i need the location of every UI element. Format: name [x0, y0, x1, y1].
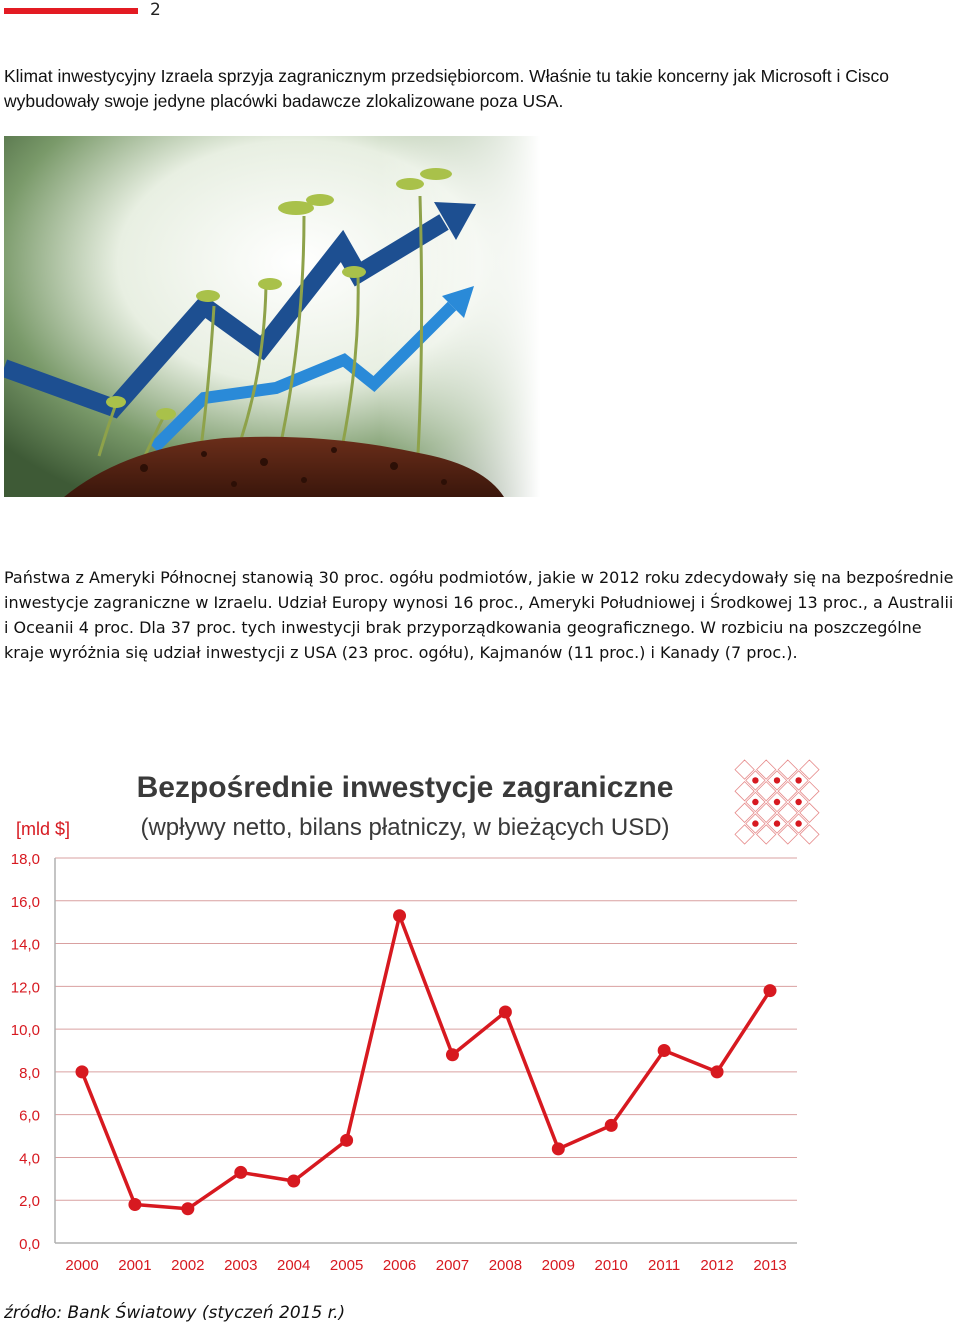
data-point	[340, 1134, 353, 1147]
data-point	[287, 1174, 300, 1187]
y-axis-unit-label: [mld $]	[16, 819, 71, 839]
logo-diamond	[778, 760, 797, 779]
data-point	[76, 1065, 89, 1078]
logo-diamond	[778, 803, 797, 822]
data-point	[181, 1202, 194, 1215]
x-tick-label: 2012	[700, 1257, 734, 1274]
logo-dot	[774, 799, 780, 805]
data-point	[446, 1048, 459, 1061]
logo-diamond	[735, 825, 754, 844]
y-tick-label: 16,0	[10, 893, 40, 911]
y-tick-labels	[11, 851, 40, 1253]
data-point	[499, 1006, 512, 1019]
x-tick-label: 2000	[65, 1257, 99, 1274]
data-point	[128, 1198, 141, 1211]
x-tick-label: 2009	[541, 1257, 575, 1274]
y-tick-label: 0,0	[19, 1236, 40, 1253]
grid-lines	[55, 858, 797, 1200]
data-point	[552, 1142, 565, 1155]
x-tick-label: 2010	[594, 1257, 628, 1274]
x-tick-label: 2003	[224, 1257, 258, 1274]
y-tick-label: 4,0	[19, 1150, 40, 1168]
logo-diamond	[800, 803, 819, 822]
data-point	[658, 1044, 671, 1057]
chart-title: Bezpośrednie inwestycje zagraniczne	[136, 771, 674, 804]
x-tick-label: 2011	[648, 1257, 681, 1274]
y-tick-label: 12,0	[10, 979, 40, 997]
logo-dot	[752, 777, 758, 783]
logo-diamond	[800, 825, 819, 844]
logo-diamond	[735, 803, 754, 822]
fdi-line-chart	[0, 750, 820, 1290]
logo-dot	[774, 777, 780, 783]
logo-diamond	[735, 782, 754, 801]
series-line	[82, 916, 770, 1209]
y-tick-label: 14,0	[10, 936, 40, 954]
x-tick-label: 2002	[171, 1257, 205, 1274]
logo-diamond	[778, 825, 797, 844]
logo-diamond	[778, 782, 797, 801]
x-tick-labels	[65, 1257, 786, 1274]
intro-paragraph: Klimat inwestycyjny Izraela sprzyja zagranicznym przedsiębiorcom. Właśnie tu takie koncerny jak Microsoft i Cisco wybudowały swoje jedyne placówki badawcze zlokalizowane poza USA.	[4, 66, 890, 111]
growth-seedlings-arrows-image	[4, 136, 540, 497]
diamond-dots-logo-icon	[735, 760, 819, 844]
chart-axes	[55, 858, 797, 1243]
data-point	[234, 1166, 247, 1179]
logo-diamond	[757, 803, 776, 822]
x-tick-label: 2006	[382, 1257, 417, 1274]
logo-diamond	[735, 760, 754, 779]
data-point	[764, 984, 777, 997]
logo-dot	[795, 799, 801, 805]
y-tick-label: 18,0	[10, 851, 40, 868]
y-tick-label: 8,0	[19, 1064, 40, 1082]
series-points	[76, 909, 777, 1215]
logo-dot	[774, 820, 780, 826]
logo-dot	[795, 820, 801, 826]
logo-diamond	[800, 760, 819, 779]
chart-subtitle: (wpływy netto, bilans płatniczy, w bieżących USD)	[140, 814, 670, 841]
body-paragraph: Państwa z Ameryki Północnej stanowią 30 proc. ogółu podmiotów, jakie w 2012 roku zdecydowały się na bezpośrednie inwestycje zagraniczne w Izraelu. Udział Europy wynosi 16 proc., Ameryki Południowej i Środkowej 13 proc., a Australii i Oceanii 4 proc. Dla 37 proc. tych inwestycji brak przyporządkowania geograficznego. W rozbiciu na poszczególne kraje wyróżnia się udział inwestycji z USA (23 proc. ogółu), Kajmanów (11 proc.) i Kanady (7 proc.).	[4, 568, 954, 662]
logo-dot	[795, 777, 801, 783]
logo-dot	[752, 799, 758, 805]
y-tick-label: 10,0	[10, 1022, 40, 1040]
data-point	[393, 909, 406, 922]
logo-diamond	[757, 825, 776, 844]
y-tick-label: 6,0	[19, 1107, 40, 1125]
logo-dot	[752, 820, 758, 826]
page-accent-bar	[4, 8, 138, 14]
y-tick-label: 2,0	[19, 1193, 40, 1211]
x-tick-label: 2013	[753, 1257, 787, 1274]
source-note: źródło: Bank Światowy (styczeń 2015 r.)	[4, 1303, 346, 1323]
logo-diamond	[757, 760, 776, 779]
x-tick-label: 2001	[118, 1257, 152, 1274]
logo-diamond	[757, 782, 776, 801]
data-point	[711, 1065, 724, 1078]
logo-diamond	[800, 782, 819, 801]
x-tick-label: 2004	[277, 1257, 311, 1274]
x-tick-label: 2007	[435, 1257, 470, 1274]
x-tick-label: 2005	[329, 1257, 364, 1274]
page-number: 2	[150, 0, 161, 20]
x-tick-label: 2008	[488, 1257, 523, 1274]
data-point	[605, 1119, 618, 1132]
